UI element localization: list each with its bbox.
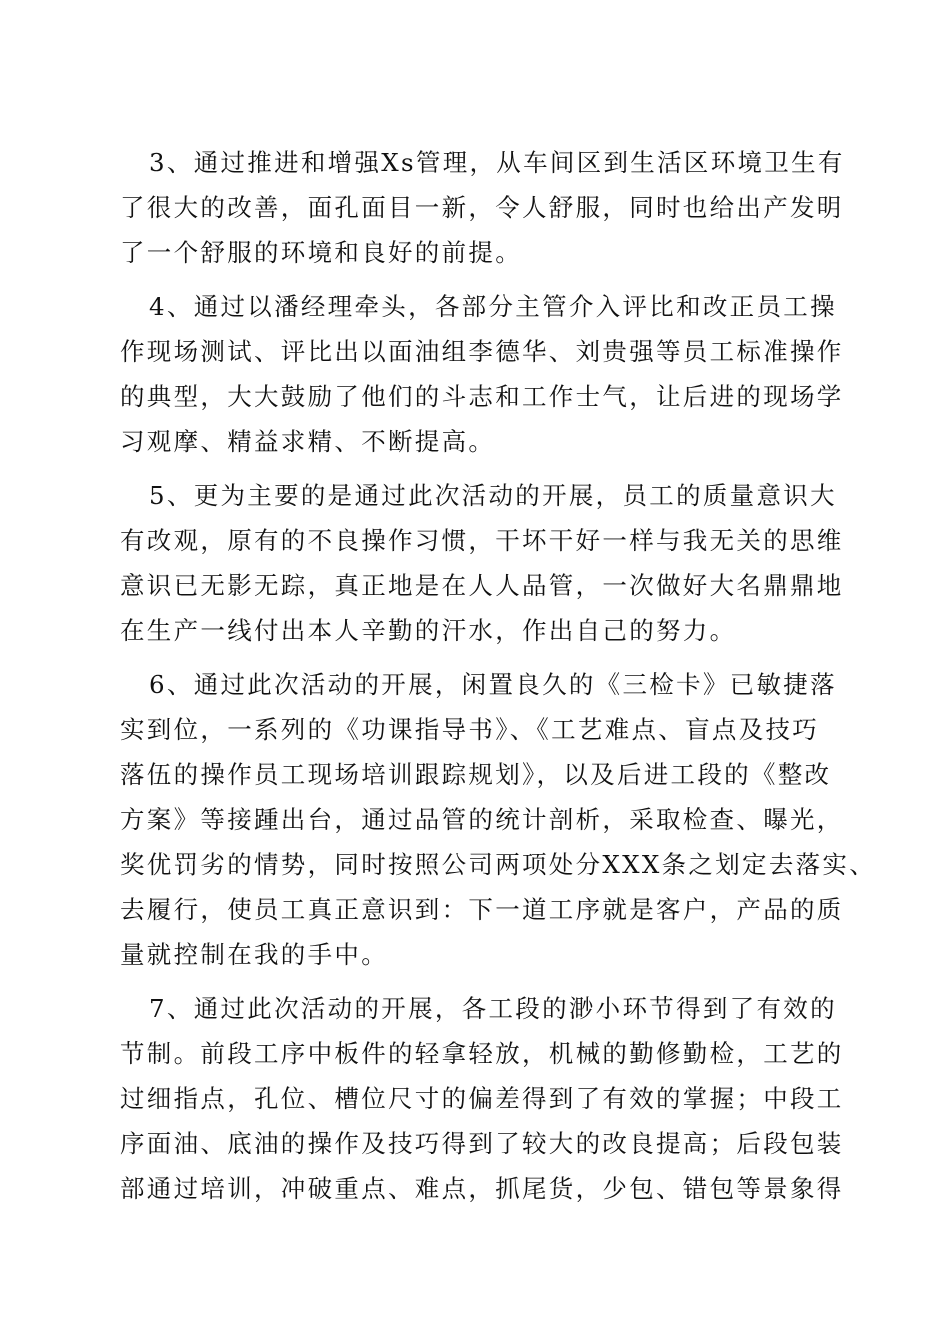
paragraph-7 [120, 986, 844, 1211]
text-line: 3、通过推进和增强Xs管理，从车间区到生活区环境卫生有 [149, 148, 845, 177]
text-line: 作现场测试、评比出以面油组李德华、刘贵强等员工标准操作 [120, 337, 844, 366]
text-line: 量就控制在我的手中。 [120, 940, 388, 969]
text-line: 习观摩、精益求精、不断提高。 [120, 427, 496, 456]
paragraph-4 [120, 284, 844, 464]
text-line: 序面油、底油的操作及技巧得到了较大的改良提高；后段包装 [120, 1129, 844, 1158]
text-line: 有改观，原有的不良操作习惯，干坏干好一样与我无关的思维 [120, 526, 844, 555]
text-line: 了一个舒服的环境和良好的前提。 [120, 238, 522, 267]
paragraph-6 [120, 662, 877, 977]
paragraph-5 [120, 473, 844, 653]
text-line: 方案》等接踵出台，通过品管的统计剖析，采取检查、曝光， [120, 805, 844, 834]
text-line: 在生产一线付出本人辛勤的汗水，作出自己的努力。 [120, 616, 737, 645]
text-line: 7、通过此次活动的开展，各工段的渺小环节得到了有效的 [149, 994, 837, 1023]
paragraph-3 [120, 140, 845, 275]
text-line: 节制。前段工序中板件的轻拿轻放，机械的勤修勤检，工艺的 [120, 1039, 844, 1068]
text-line: 5、更为主要的是通过此次活动的开展，员工的质量意识大 [149, 481, 837, 510]
text-line: 过细指点，孔位、槽位尺寸的偏差得到了有效的掌握；中段工 [120, 1084, 844, 1113]
text-line: 部通过培训，冲破重点、难点，抓尾货，少包、错包等景象得 [120, 1174, 844, 1203]
text-line: 6、通过此次活动的开展，闲置良久的《三检卡》已敏捷落 [149, 670, 837, 699]
text-line: 的典型，大大鼓励了他们的斗志和工作士气，让后进的现场学 [120, 382, 844, 411]
text-line: 落伍的操作员工现场培训跟踪规划》，以及后进工段的《整改 [120, 760, 832, 789]
text-line: 了很大的改善，面孔面目一新，令人舒服，同时也给出产发明 [120, 193, 844, 222]
text-line: 实到位，一系列的《功课指导书》、《工艺难点、盲点及技巧 [120, 715, 820, 744]
text-line: 去履行，使员工真正意识到：下一道工序就是客户，产品的质 [120, 895, 844, 924]
document-body [120, 140, 877, 1211]
text-line: 奖优罚劣的情势，同时按照公司两项处分XXX条之划定去落实、 [120, 850, 877, 879]
text-line: 4、通过以潘经理牵头，各部分主管介入评比和改正员工操 [149, 292, 837, 321]
text-line: 意识已无影无踪，真正地是在人人品管，一次做好大名鼎鼎地 [120, 571, 844, 600]
